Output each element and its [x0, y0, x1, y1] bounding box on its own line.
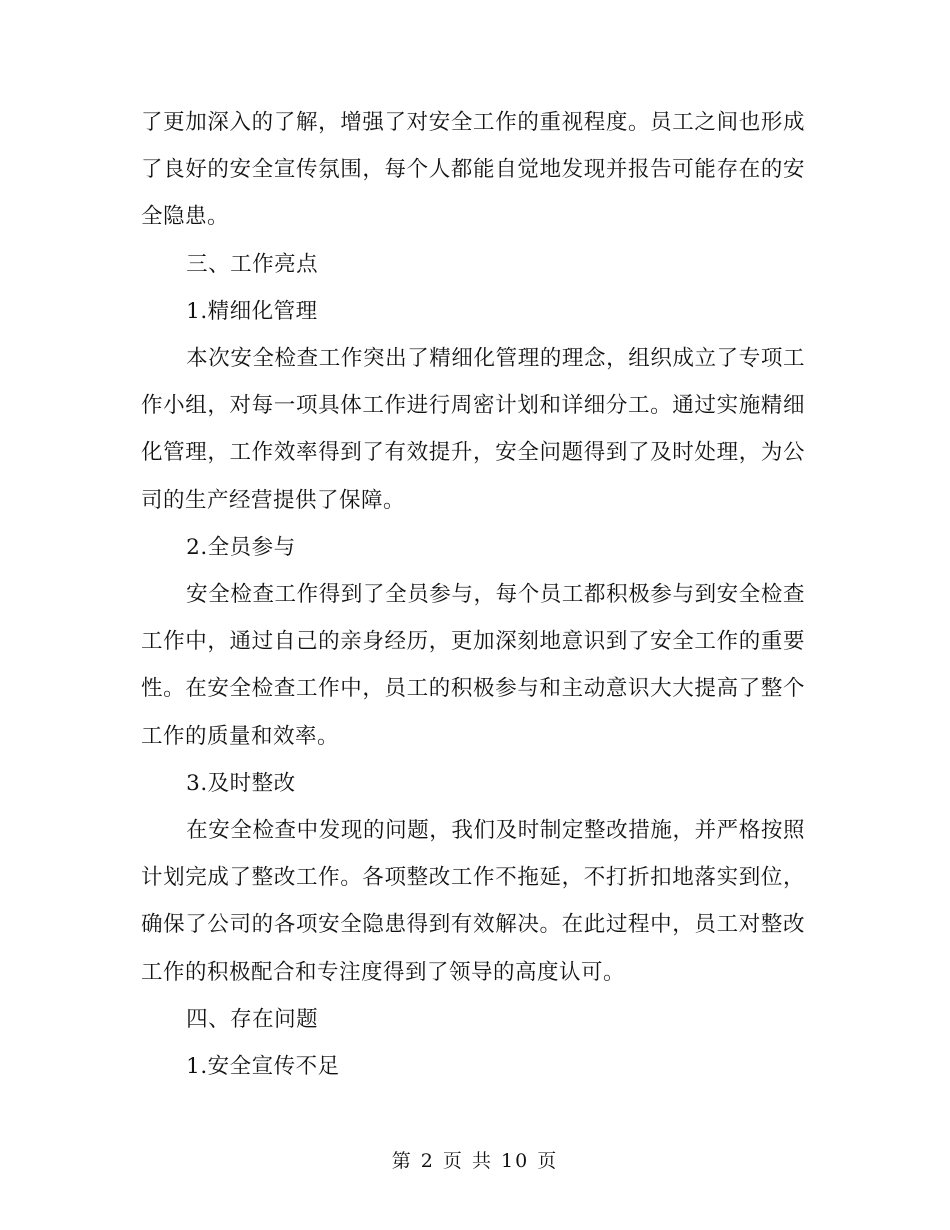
paragraph-full-participation: 安全检查工作得到了全员参与，每个员工都积极参与到安全检查工作中，通过自己的亲身经历，更加深刻地意识到了安全工作的重要性。在安全检查工作中，员工的积极参与和主动意识大大提高了整个工作的质量和效率。	[141, 582, 805, 749]
section-heading-highlights: 三、工作亮点	[186, 251, 319, 277]
paragraph-timely-rectification: 在安全检查中发现的问题，我们及时制定整改措施，并严格按照计划完成了整改工作。各项整改工作不拖延，不打折扣地落实到位，确保了公司的各项安全隐患得到有效解决。在此过程中，员工对整改工作的积极配合和专注度得到了领导的高度认可。	[141, 818, 805, 985]
paragraph-refined-management: 本次安全检查工作突出了精细化管理的理念，组织成立了专项工作小组，对每一项具体工作进行周密计划和详细分工。通过实施精细化管理，工作效率得到了有效提升，安全问题得到了及时处理，为公司的生产经营提供了保障。	[141, 346, 805, 513]
document-body	[141, 99, 805, 1090]
section-heading-problems: 四、存在问题	[186, 1006, 319, 1032]
paragraph-continued: 了更加深入的了解，增强了对安全工作的重视程度。员工之间也形成了良好的安全宣传氛围，每个人都能自觉地发现并报告可能存在的安全隐患。	[141, 110, 805, 230]
subheading-refined-management: 1.精细化管理	[186, 298, 318, 324]
page-number-footer: 第 2 页 共 10 页	[391, 1150, 559, 1172]
subheading-timely-rectification: 3.及时整改	[186, 770, 296, 796]
subheading-insufficient-publicity: 1.安全宣传不足	[186, 1054, 340, 1080]
subheading-full-participation: 2.全员参与	[186, 534, 296, 560]
